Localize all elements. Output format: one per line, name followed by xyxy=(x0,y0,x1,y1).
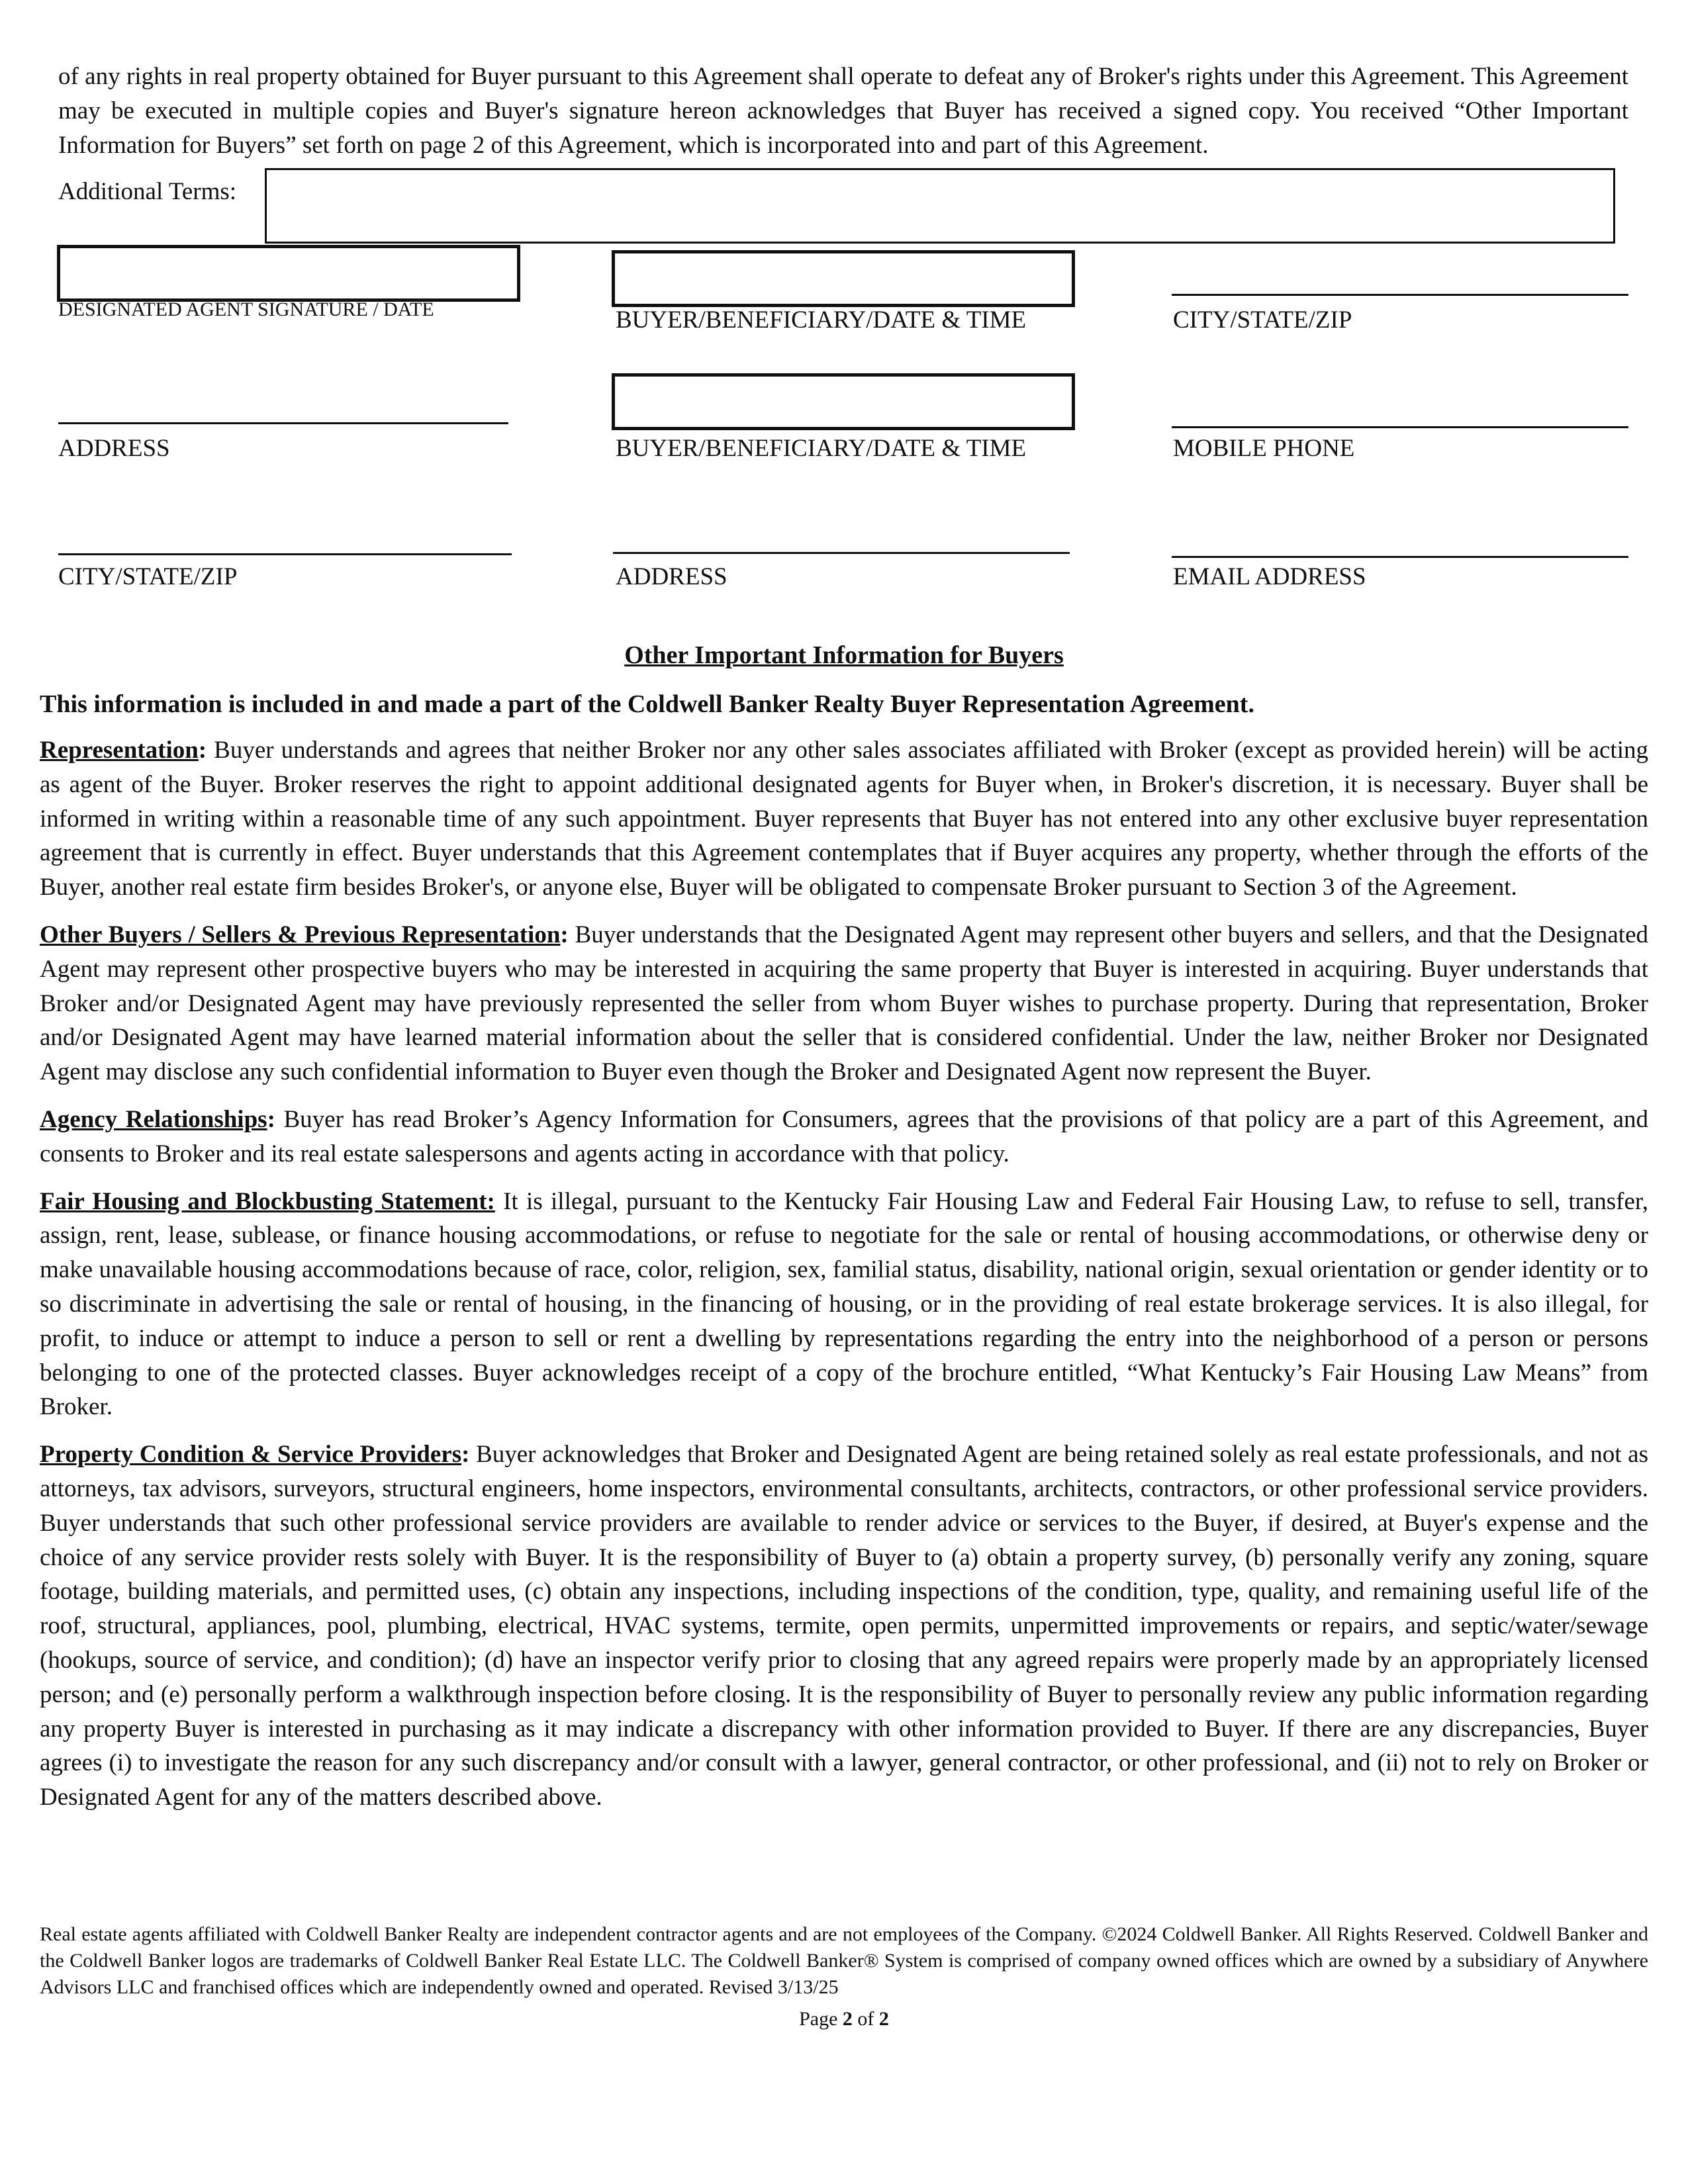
section-subtitle: This information is included in and made a part of the Coldwell Banker Realty Buyer Representation Agreement. xyxy=(40,690,1254,718)
additional-terms-label: Additional Terms: xyxy=(58,178,237,205)
buyer2-signature-field[interactable] xyxy=(612,373,1075,430)
city2-label: CITY/STATE/ZIP xyxy=(58,563,238,590)
designated-agent-signature-field[interactable] xyxy=(57,245,520,302)
buyer1-signature-field[interactable] xyxy=(612,250,1075,307)
address1-label: ADDRESS xyxy=(58,435,170,462)
email-line[interactable] xyxy=(1172,556,1628,558)
page-current: 2 xyxy=(842,2008,853,2030)
designated-agent-signature-label: DESIGNATED AGENT SIGNATURE / DATE xyxy=(58,298,434,320)
page-prefix: Page xyxy=(799,2008,838,2030)
fair-housing-heading: Fair Housing and Blockbusting Statement: xyxy=(40,1187,495,1215)
address2-label: ADDRESS xyxy=(616,563,727,590)
footer-disclaimer: Real estate agents affiliated with Coldwell Banker Realty are independent contractor agents and are not employees of the Company. ©2024 Coldwell Banker. All Rights Reserved. Coldwell Banker and the Coldwell Banker logos are trademarks of Coldwell Banker Real Estate LLC. The Coldwell Banker® System is comprised of company owned offices which are owned by a subsidiary of Anywhere Advisors LLC and franchised offices which are independently owned and operated. Revised 3/13/25 xyxy=(40,1923,1648,1998)
address1-line[interactable] xyxy=(58,422,508,424)
representation-paragraph: Representation: Buyer understands and agrees that neither Broker nor any other sales associates affiliated with Broker (except as provided herein) will be acting as agent of the Buyer. Broker reserves the right to appoint additional designated agents for Buyer when, in Broker's discretion, it is necessary. Buyer shall be informed in writing within a reasonable time of any such appointment. Buyer represents that Buyer has not entered into any other exclusive buyer representation agreement that is currently in effect. Buyer understands that this Agreement contemplates that if Buyer acquires any property, whether through the efforts of the Buyer, another real estate firm besides Broker's, or anyone else, Buyer will be obligated to compensate Broker pursuant to Section 3 of the Agreement. xyxy=(40,737,1648,901)
fair-housing-paragraph xyxy=(40,1185,1648,1425)
intro-paragraph xyxy=(58,60,1628,163)
mobile-label: MOBILE PHONE xyxy=(1173,435,1355,462)
additional-terms-field[interactable] xyxy=(265,168,1615,244)
representation-body: Buyer understands and agrees that neither Broker nor any other sales associates affiliated with Broker (except as provided herein) will be acting as agent of the Buyer. Broker reserves the right to appoint additional designated agents for Buyer when, in Broker's discretion, it is necessary. Buyer shall be informed in writing within a reasonable time of any such appointment. Buyer represents that Buyer has not entered into any other exclusive buyer representation agreement that is currently in effect. Buyer understands that this Agreement contemplates that if Buyer acquires any property, whether through the efforts of the Buyer, another real estate firm besides Broker's, or anyone else, Buyer will be obligated to compensate Broker pursuant to Section 3 of the Agreement. xyxy=(40,737,1648,901)
email-label: EMAIL ADDRESS xyxy=(1173,563,1366,590)
fair-housing-body: It is illegal, pursuant to the Kentucky Fair Housing Law and Federal Fair Housing Law, to refuse to sell, transfer, assign, rent, lease, sublease, or finance housing accommodations, or refuse to negotiate for the sale or rental of housing accommodations, or otherwise deny or make unavailable housing accommodations because of race, color, religion, sex, familial status, disability, national origin, sexual orientation or gender identity or to so discriminate in advertising the sale or rental of housing, in the financing of housing, or in the providing of real estate brokerage services. It is also illegal, for profit, to induce or attempt to induce a person to sell or rent a dwelling by representations regarding the entry into the neighborhood of a person or persons belonging to one of the protected classes. Buyer acknowledges receipt of a copy of the brochure entitled, “What Kentucky’s Fair Housing Law Means” from Broker. xyxy=(40,1187,1648,1421)
agency-paragraph: Agency Relationships: Buyer has read Broker’s Agency Information for Consumers, agrees that the provisions of that policy are a part of this Agreement, and consents to Broker and its real estate salespersons and agents acting in accordance with that policy. xyxy=(40,1105,1648,1167)
section-title: Other Important Information for Buyers xyxy=(624,641,1064,669)
property-paragraph: Property Condition & Service Providers: Buyer acknowledges that Broker and Designated Agent are being retained solely as real estate professionals, and not as attorneys, tax advisors, surveyors, structural engineers, home inspectors, environmental consultants, architects, contractors, or other professional service providers. Buyer understands that such other professional service providers are available to render advice or services to the Buyer, if desired, at Buyer's expense and the choice of any service provider rests solely with Buyer. It is the responsibility of Buyer to (a) obtain a property survey, (b) personally verify any zoning, square footage, building materials, and permitted uses, (c) obtain any inspections, including inspections of the condition, type, quality, and remaining useful life of the roof, structural, appliances, pool, plumbing, electrical, HVAC systems, termite, open permits, unpermitted improvements or repairs, and septic/water/sewage (hookups, source of service, and condition); (d) have an inspector verify prior to closing that any agreed repairs were properly made by an appropriately licensed person; and (e) personally perform a walkthrough inspection before closing. It is the responsibility of Buyer to personally review any public information regarding any property Buyer is interested in purchasing as it may indicate a discrepancy with other information provided to Buyer. If there are any discrepancies, Buyer agrees (i) to investigate the reason for any such discrepancy and/or consult with a lawyer, general contractor, or other professional, and (ii) not to rely on Broker or Designated Agent for any of the matters described above. xyxy=(40,1441,1648,1811)
other-buyers-heading: Other Buyers / Sellers & Previous Representation xyxy=(40,921,561,948)
other-buyers-paragraph: Other Buyers / Sellers & Previous Representation: Buyer understands that the Designated Agent may represent other buyers and sellers, and that the Designated Agent may represent other prospective buyers who may be interested in acquiring the same property that Buyer is interested in acquiring. Buyer understands that Broker and/or Designated Agent may have previously represented the seller from whom Buyer wishes to purchase property. During that representation, Broker and/or Designated Agent may have learned material information about the seller that is considered confidential. Under the law, neither Broker nor Designated Agent may disclose any such confidential information to Buyer even though the Broker and Designated Agent now represent the Buyer. xyxy=(40,921,1648,1086)
agency-body: Buyer has read Broker’s Agency Information for Consumers, agrees that the provisions of that policy are a part of this Agreement, and consents to Broker and its real estate salespersons and agents acting in accordance with that policy. xyxy=(40,1105,1648,1167)
other-buyers-body: Buyer understands that the Designated Agent may represent other buyers and sellers, and that the Designated Agent may represent other prospective buyers who may be interested in acquiring the same property that Buyer is interested in acquiring. Buyer understands that Broker and/or Designated Agent may have previously represented the seller from whom Buyer wishes to purchase property. During that representation, Broker and/or Designated Agent may have learned material information about the seller that is considered confidential. Under the law, neither Broker nor Designated Agent may disclose any such confidential information to Buyer even though the Broker and Designated Agent now represent the Buyer. xyxy=(40,921,1648,1086)
info-paragraphs xyxy=(40,733,1648,1815)
intro-text: of any rights in real property obtained for Buyer pursuant to this Agreement shall operate to defeat any of Broker's rights under this Agreement. This Agreement may be executed in multiple copies and Buyer's signature hereon acknowledges that Buyer has received a signed copy. You received “Other Important Information for Buyers” set forth on page 2 of this Agreement, which is incorporated into and part of this Agreement. xyxy=(58,63,1628,159)
mobile-line[interactable] xyxy=(1172,426,1628,428)
page-of: of xyxy=(857,2008,874,2030)
agency-heading: Agency Relationships xyxy=(40,1105,267,1133)
buyer1-signature-label: BUYER/BENEFICIARY/DATE & TIME xyxy=(616,306,1027,334)
property-heading: Property Condition & Service Providers xyxy=(40,1441,462,1469)
buyer2-signature-label: BUYER/BENEFICIARY/DATE & TIME xyxy=(616,435,1027,462)
city1-line[interactable] xyxy=(1172,294,1628,296)
property-body: Buyer acknowledges that Broker and Designated Agent are being retained solely as real estate professionals, and not as attorneys, tax advisors, surveyors, structural engineers, home inspectors, environmental consultants, architects, contractors, or other professional service providers. Buyer understands that such other professional service providers are available to render advice or services to the Buyer, if desired, at Buyer's expense and the choice of any service provider rests solely with Buyer. It is the responsibility of Buyer to (a) obtain a property survey, (b) personally verify any zoning, square footage, building materials, and permitted uses, (c) obtain any inspections, including inspections of the condition, type, quality, and remaining useful life of the roof, structural, appliances, pool, plumbing, electrical, HVAC systems, termite, open permits, unpermitted improvements or repairs, and septic/water/sewage (hookups, source of service, and condition); (d) have an inspector verify prior to closing that any agreed repairs were properly made by an appropriately licensed person; and (e) personally perform a walkthrough inspection before closing. It is the responsibility of Buyer to personally review any public information regarding any property Buyer is interested in purchasing as it may indicate a discrepancy with other information provided to Buyer. If there are any discrepancies, Buyer agrees (i) to investigate the reason for any such discrepancy and/or consult with a lawyer, general contractor, or other professional, and (ii) not to rely on Broker or Designated Agent for any of the matters described above. xyxy=(40,1441,1648,1811)
page-total: 2 xyxy=(878,2008,889,2030)
address2-line[interactable] xyxy=(613,552,1070,554)
city1-label: CITY/STATE/ZIP xyxy=(1173,306,1352,334)
city2-line[interactable] xyxy=(58,553,512,555)
page-number xyxy=(0,2008,1688,2030)
representation-heading: Representation xyxy=(40,737,199,764)
